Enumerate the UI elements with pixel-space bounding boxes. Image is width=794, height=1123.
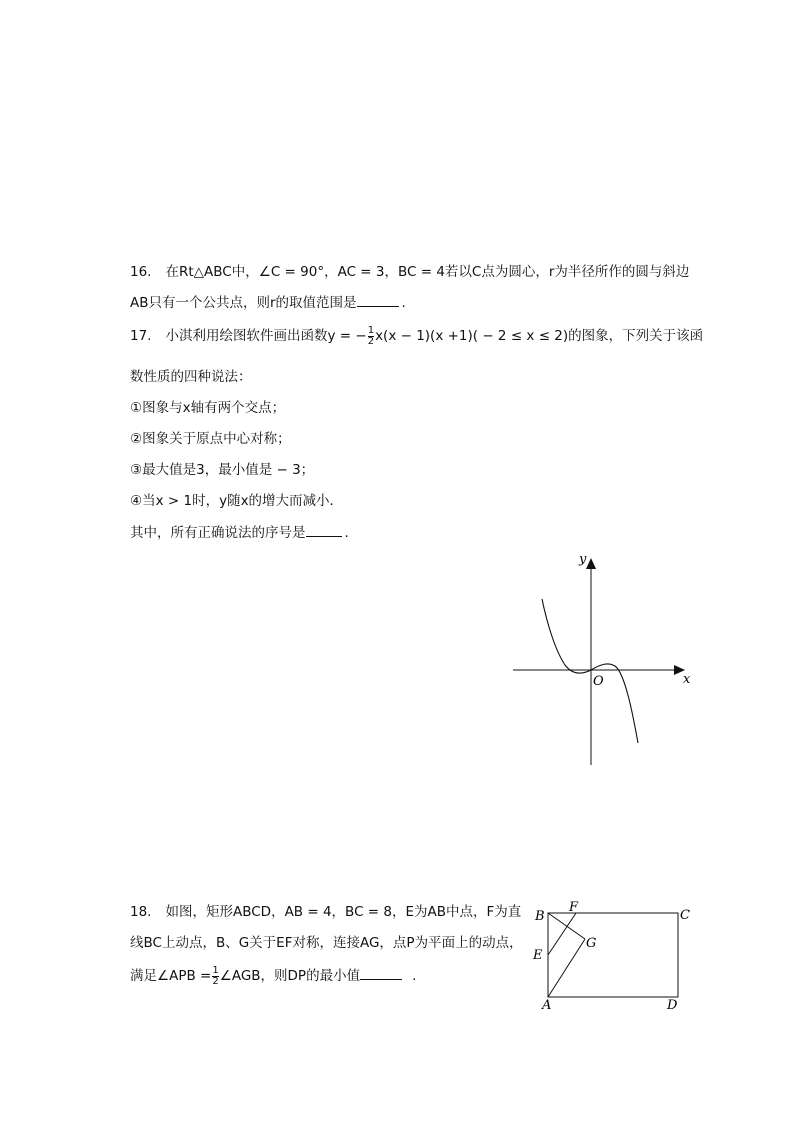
q17-end: . xyxy=(344,525,349,541)
q16-answer-blank xyxy=(357,294,399,307)
q18-text-2: 线BC上动点，B、G关于EF对称，连接AG，点P为平面上的动点， xyxy=(130,935,523,951)
q16-text-1: 在Rt△ABC中，∠C = 90°，AC = 3，BC = 4若以C点为圆心，r为半径所作的圆与斜边 xyxy=(165,264,690,280)
q17-ask-line xyxy=(130,521,349,541)
q18-fraction xyxy=(212,966,218,987)
q18-number: 18. xyxy=(130,904,152,920)
q17-line1 xyxy=(130,324,703,347)
q18-end: . xyxy=(412,968,417,984)
q18-line2 xyxy=(130,931,523,951)
q18-frac-den: 2 xyxy=(212,975,219,987)
q18-line3 xyxy=(130,964,416,987)
segment-ag xyxy=(548,939,585,997)
q17-number: 17. xyxy=(130,328,152,344)
q17-text-1a: 小淇利用绘图软件画出函数y = − xyxy=(165,328,367,344)
q16-text-2: AB只有一个公共点，则r的取值范围是 xyxy=(130,295,357,311)
q18-text-1: 如图，矩形ABCD，AB = 4，BC = 8，E为AB中点，F为直 xyxy=(165,904,522,920)
q16-line2 xyxy=(130,291,406,311)
q17-line2 xyxy=(130,365,252,385)
q18-rectangle-figure xyxy=(528,896,698,1011)
function-curve xyxy=(542,599,638,743)
q17-frac-den: 2 xyxy=(367,335,375,347)
q16-line1 xyxy=(130,260,689,280)
q16-number: 16. xyxy=(130,264,152,280)
q18-answer-blank xyxy=(360,967,402,980)
q17-frac-num: 1 xyxy=(367,324,375,336)
label-f: F xyxy=(569,900,579,915)
q18-text-3a: 满足∠APB = xyxy=(130,968,212,984)
y-axis-arrow xyxy=(586,558,596,569)
label-b: B xyxy=(535,909,545,924)
q17-fraction xyxy=(368,326,374,347)
q18-frac-num: 1 xyxy=(212,964,219,976)
q17-item-3: ③最大值是3，最小值是 − 3； xyxy=(130,462,315,478)
q17-text-2: 数性质的四种说法： xyxy=(130,369,252,385)
origin-label: O xyxy=(593,674,604,689)
y-axis-label: y xyxy=(579,552,587,567)
segment-bg xyxy=(548,913,585,939)
label-d: D xyxy=(667,998,678,1011)
q17-ask: 其中，所有正确说法的序号是 xyxy=(130,525,306,541)
q17-function-graph xyxy=(505,545,700,770)
label-c: C xyxy=(680,908,690,923)
q17-text-1b: x(x − 1)(x +1)( − 2 ≤ x ≤ 2)的图象，下列关于该函 xyxy=(375,328,704,344)
q18-text-3b: ∠AGB，则DP的最小值 xyxy=(219,968,361,984)
q17-answer-blank xyxy=(306,524,342,537)
q16-end: . xyxy=(401,295,406,311)
segment-ef xyxy=(548,913,576,955)
q17-item-4: ④当x > 1时，y随x的增大而减小． xyxy=(130,493,344,509)
label-a: A xyxy=(542,998,552,1011)
q17-item-2: ②图象关于原点中心对称； xyxy=(130,431,291,447)
q18-line1 xyxy=(130,900,521,920)
label-g: G xyxy=(586,936,597,951)
q17-item-1: ①图象与x轴有两个交点； xyxy=(130,400,286,416)
label-e: E xyxy=(533,948,543,963)
x-axis-label: x xyxy=(683,672,691,687)
